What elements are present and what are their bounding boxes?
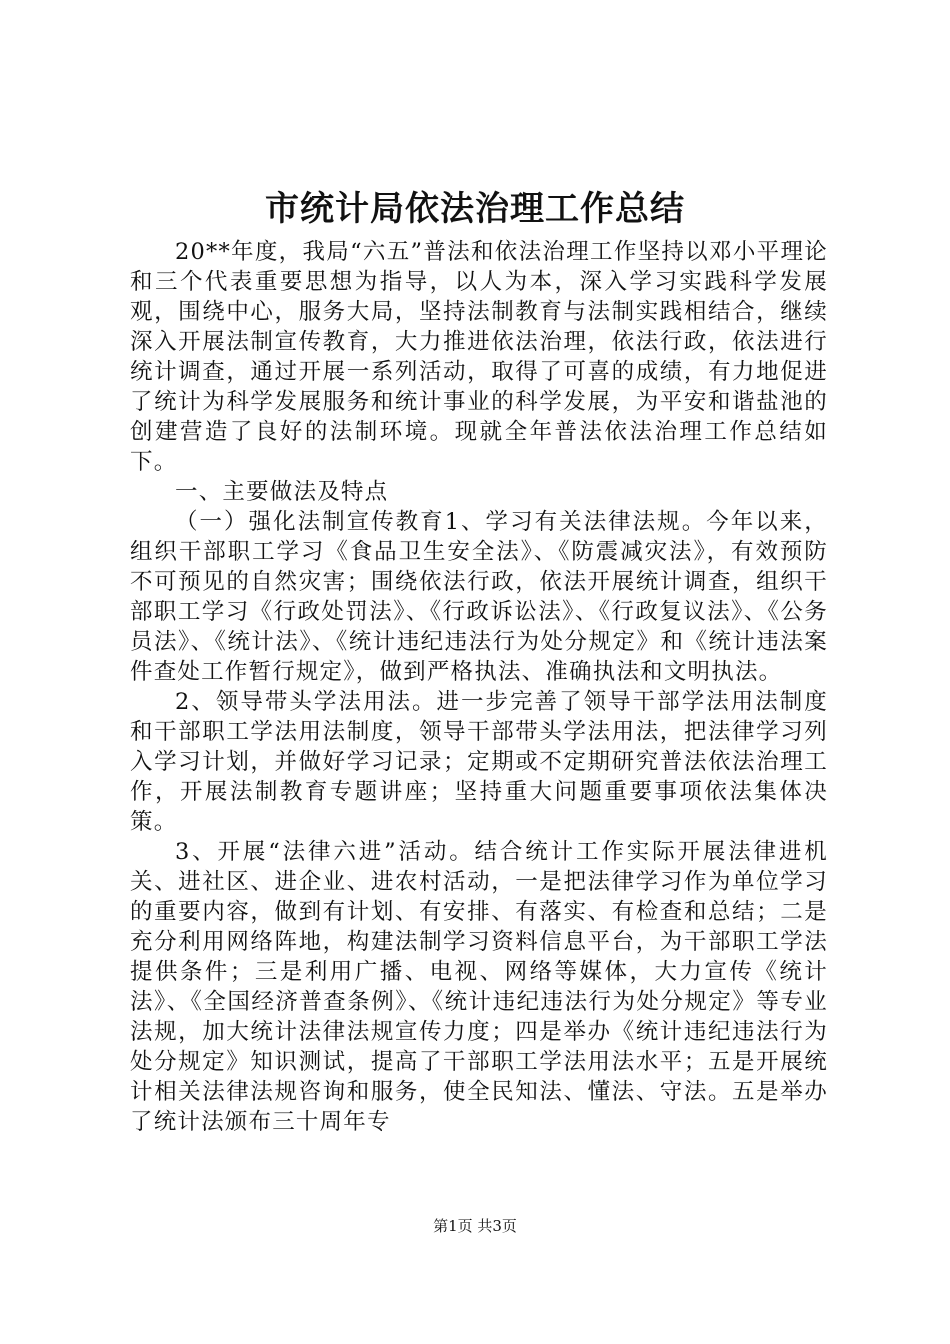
paragraph-1: （一）强化法制宣传教育1、学习有关法律法规。今年以来，组织干部职工学习《食品卫生安全法》、《防震减灾法》，有效预防不可预见的自然灾害；围绕依法行政，依法开展统计调查，组织干部职工学习《行政处罚法》、《行政诉讼法》、《行政复议法》、《公务员法》、《统计法》、《统计违纪违法行为处分规定》和《统计违法案件查处工作暂行规定》，做到严格执法、准确执法和文明执法。 (130, 509, 828, 685)
section-heading: 一、主要做法及特点 (175, 479, 389, 505)
document-title: 市统计局依法治理工作总结 (265, 189, 685, 229)
paragraph-3: 3、开展“法律六进”活动。结合统计工作实际开展法律进机关、进社区、进企业、进农村活动，一是把法律学习作为单位学习的重要内容，做到有计划、有安排、有落实、有检查和总结；二是充分利用网络阵地，构建法制学习资料信息平台，为干部职工学法提供条件；三是利用广播、电视、网络等媒体，大力宣传《统计法》、《全国经济普查条例》、《统计违纪违法行为处分规定》等专业法规，加大统计法律法规宣传力度；四是举办《统计违纪违法行为处分规定》知识测试，提高了干部职工学法用法水平；五是开展统计相关法律法规咨询和服务，使全民知法、懂法、守法。五是举办了统计法颁布三十周年专 (130, 839, 828, 1135)
page-footer: 第1页 共3页 (433, 1217, 517, 1235)
document-body (130, 237, 828, 1137)
paragraph-intro: 20**年度，我局“六五”普法和依法治理工作坚持以邓小平理论和三个代表重要思想为指导，以人为本，深入学习实践科学发展观，围绕中心，服务大局，坚持法制教育与法制实践相结合，继续深入开展法制宣传教育，大力推进依法治理，依法行政，依法进行统计调查，通过开展一系列活动，取得了可喜的成绩，有力地促进了统计为科学发展服务和统计事业的科学发展，为平安和谐盐池的创建营造了良好的法制环境。现就全年普法依法治理工作总结如下。 (130, 239, 828, 475)
paragraph-2: 2、领导带头学法用法。进一步完善了领导干部学法用法制度和干部职工学法用法制度，领导干部带头学法用法，把法律学习列入学习计划，并做好学习记录；定期或不定期研究普法依法治理工作，开展法制教育专题讲座；坚持重大问题重要事项依法集体决策。 (130, 689, 828, 835)
